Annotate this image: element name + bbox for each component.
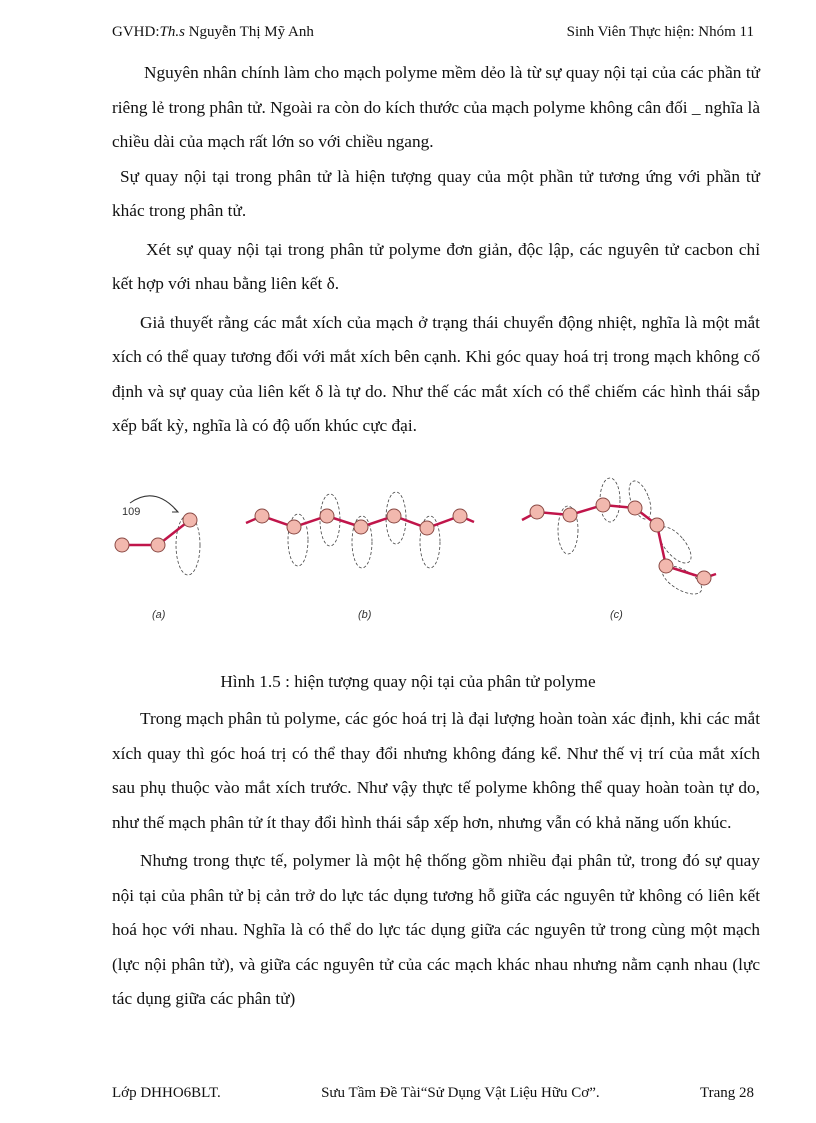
atom <box>151 538 165 552</box>
rotation-cone <box>625 478 656 522</box>
header-students: Sinh Viên Thực hiện: Nhóm 11 <box>566 24 754 40</box>
footer-topic: Sưu Tầm Đề Tài“Sử Dụng Vật Liệu Hữu Cơ”. <box>321 1085 600 1101</box>
page-footer <box>112 1085 754 1102</box>
atom <box>354 520 368 534</box>
angle-arrow <box>172 508 178 512</box>
atom <box>596 498 610 512</box>
angle-label: 109 <box>122 506 141 518</box>
paragraph: Trong mạch phân tủ polyme, các góc hoá trị là đại lượng hoàn toàn xác định, khi các mắt xích quay thì góc hoá trị có thể thay đổi nhưng không đáng kể. Như thế vị trí của mắt xích sau phụ thuộc vào mắt xích trước. Như vậy thực tế polyme không thể quay hoàn toàn tự do, như thế mạch phân tử ít thay đổi hình thái sắp xếp hơn, nhưng vẫn có khả năng uốn khúc. <box>112 709 760 832</box>
figure-c <box>522 478 716 621</box>
label-c: (c) <box>610 609 623 621</box>
header-instructor <box>112 24 314 41</box>
paragraph: Nguyên nhân chính làm cho mạch polyme mềm dẻo là từ sự quay nội tại của các phần tử riêng lẻ trong phân tử. Ngoài ra còn do kích thước của mạch polyme không cân đối _ nghĩa là chiều dài của mạch rất lớn so với chiều ngang. <box>112 63 760 151</box>
text-block-bottom <box>112 702 760 1017</box>
footer-class: Lớp DHHO6BLT. <box>112 1085 221 1101</box>
atom <box>115 538 129 552</box>
text-block-top <box>112 56 760 444</box>
chain-bonds <box>522 505 716 578</box>
header-instructor-name: Nguyễn Thị Mỹ Anh <box>188 24 314 40</box>
atom <box>183 513 197 527</box>
atom <box>628 501 642 515</box>
paragraph: Sự quay nội tại trong phân tử là hiện tượng quay của một phần tử tương ứng với phần tử khác trong phân tử. <box>112 166 760 220</box>
atom <box>659 559 673 573</box>
atom <box>320 509 334 523</box>
atom <box>453 509 467 523</box>
atom <box>697 571 711 585</box>
figure-a <box>115 496 200 621</box>
atom <box>650 518 664 532</box>
label-a: (a) <box>152 609 166 621</box>
atom <box>420 521 434 535</box>
atom <box>387 509 401 523</box>
page-header <box>112 24 754 41</box>
label-b: (b) <box>358 609 372 621</box>
atom <box>255 509 269 523</box>
paragraph: Nhưng trong thực tế, polymer là một hệ thống gồm nhiều đại phân tử, trong đó sự quay nội tại của phân tử bị cản trở do lực tác dụng tương hỗ giữa các nguyên tử không có liên kết hoá học với nhau. Nghĩa là có thể do lực tác dụng giữa các nguyên tử trong cùng một mạch (lực nội phân tử), và giữa các nguyên tử của các mạch khác nhau nhưng nằm cạnh nhau (lực tác dụng giữa các phân tử) <box>112 851 760 1008</box>
atom <box>287 520 301 534</box>
figure-caption: Hình 1.5 : hiện tượng quay nội tại của phân tử polyme <box>220 672 596 691</box>
paragraph: Giả thuyết rằng các mắt xích của mạch ở trạng thái chuyển động nhiệt, nghĩa là một mắt xích có thể quay tương đối với mắt xích bên cạnh. Khi góc quay hoá trị trong mạch không cố định và sự quay của liên kết δ là tự do. Như thế các mắt xích có thể chiếm các hình thái sắp xếp bất kỳ, nghĩa là có độ uốn khúc cực đại. <box>112 312 760 435</box>
rotation-figure <box>100 470 740 630</box>
atom <box>530 505 544 519</box>
header-instructor-prefix: GVHD: <box>112 24 160 40</box>
paragraph: Xét sự quay nội tại trong phân tử polyme đơn giản, độc lập, các nguyên tử cacbon chỉ kết hợp với nhau bằng liên kết δ. <box>112 239 760 293</box>
atom <box>563 508 577 522</box>
header-instructor-title: Th.s <box>159 24 185 40</box>
figure-b <box>246 492 474 621</box>
footer-page-number: Trang 28 <box>699 1085 754 1101</box>
